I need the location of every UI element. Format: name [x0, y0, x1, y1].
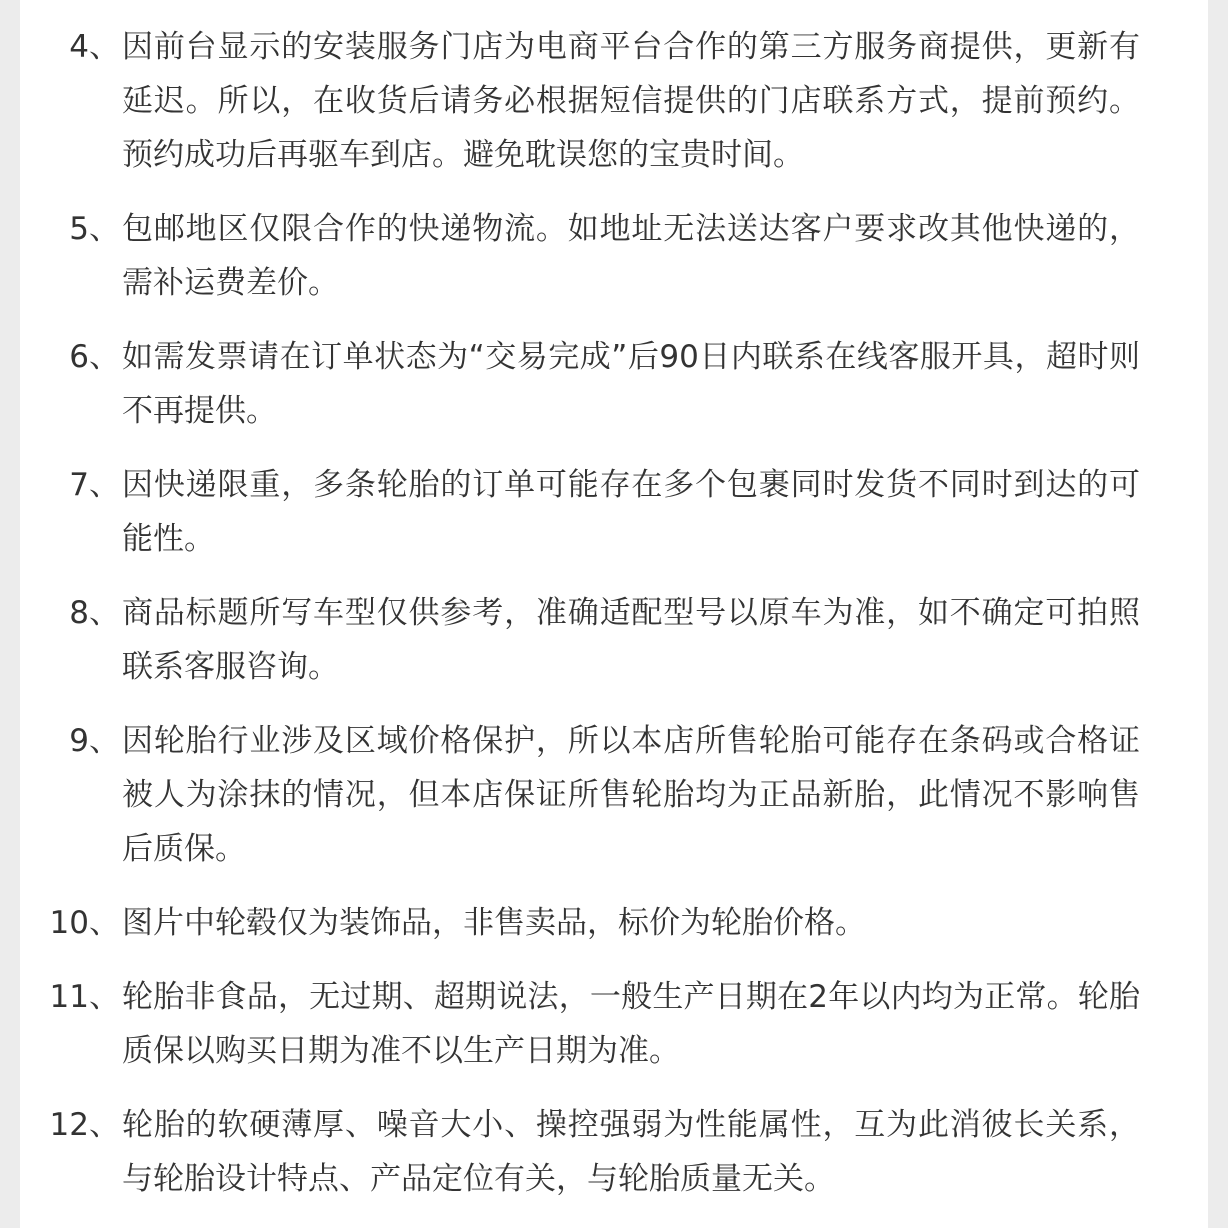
notice-number: 8、 — [69, 595, 120, 631]
notice-text: 因快递限重，多条轮胎的订单可能存在多个包裹同时发货不同时到达的可能性。 — [122, 467, 1140, 557]
notice-item — [20, 970, 1208, 1078]
notice-item — [20, 586, 1208, 694]
notice-text: 轮胎的软硬薄厚、噪音大小、操控强弱为性能属性，互为此消彼长关系，与轮胎设计特点、产品定位有关，与轮胎质量无关。 — [122, 1107, 1140, 1197]
notice-text: 包邮地区仅限合作的快递物流。如地址无法送达客户要求改其他快递的，需补运费差价。 — [122, 211, 1140, 301]
notice-number: 9、 — [69, 723, 120, 759]
notice-item — [20, 458, 1208, 566]
notice-text: 如需发票请在订单状态为“交易完成”后90日内联系在线客服开具，超时则不再提供。 — [122, 339, 1140, 429]
notice-text: 轮胎非食品，无过期、超期说法，一般生产日期在2年以内均为正常。轮胎质保以购买日期为准不以生产日期为准。 — [122, 979, 1140, 1069]
notice-item — [20, 202, 1208, 310]
notice-sheet — [20, 0, 1208, 1228]
notice-list — [20, 20, 1208, 1226]
notice-item — [20, 896, 1208, 950]
notice-text: 图片中轮毂仅为装饰品，非售卖品，标价为轮胎价格。 — [122, 905, 866, 941]
notice-text: 因轮胎行业涉及区域价格保护，所以本店所售轮胎可能存在条码或合格证被人为涂抹的情况，但本店保证所售轮胎均为正品新胎，此情况不影响售后质保。 — [122, 723, 1140, 867]
notice-number: 12、 — [49, 1107, 120, 1143]
notice-item — [20, 714, 1208, 876]
notice-number: 5、 — [69, 211, 120, 247]
notice-number: 10、 — [49, 905, 120, 941]
notice-number: 4、 — [69, 29, 120, 65]
notice-number: 11、 — [49, 979, 120, 1015]
notice-text: 因前台显示的安装服务门店为电商平台合作的第三方服务商提供，更新有延迟。所以，在收货后请务必根据短信提供的门店联系方式，提前预约。预约成功后再驱车到店。避免耽误您的宝贵时间。 — [122, 29, 1140, 173]
notice-number: 6、 — [69, 339, 120, 375]
notice-item — [20, 20, 1208, 182]
notice-text: 商品标题所写车型仅供参考，准确适配型号以原车为准，如不确定可拍照联系客服咨询。 — [122, 595, 1140, 685]
notice-number: 7、 — [69, 467, 120, 503]
notice-item — [20, 330, 1208, 438]
notice-item — [20, 1098, 1208, 1206]
